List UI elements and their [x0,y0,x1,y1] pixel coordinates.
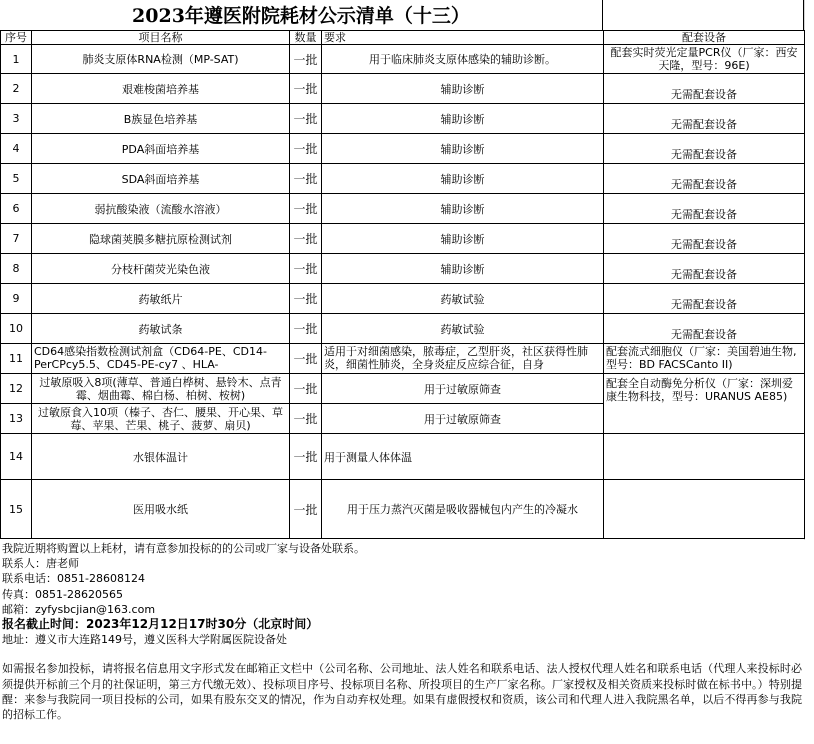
cell-no[interactable]: 8 [1,254,32,284]
footer-email: 邮箱：zyfysbcjian@163.com [2,602,156,616]
cell-qty[interactable]: 一批 [290,194,322,224]
cell-no[interactable]: 14 [1,434,32,480]
table-row [1,344,805,374]
table-row [1,480,805,539]
cell-no[interactable]: 10 [1,314,32,344]
cell-qty[interactable]: 一批 [290,434,322,480]
table-row [1,374,805,404]
cell-equip[interactable]: 无需配套设备 [604,254,805,284]
table-row [1,224,805,254]
footer-deadline: 报名截止时间：2023年12月12日17时30分（北京时间） [2,617,319,632]
consumables-table [0,30,805,539]
page-title: 2023年遵医附院耗材公示清单（十三） [0,0,603,30]
cell-no[interactable]: 4 [1,134,32,164]
cell-name-text: CD64感染指数检测试剂盒（CD64-PE、CD14-PerCPcy5.5、CD45-PE-cy7 、HLA- [34,345,267,371]
cell-equip[interactable]: 无需配套设备 [604,194,805,224]
cell-no[interactable]: 7 [1,224,32,254]
table-row [1,194,805,224]
cell-req[interactable]: 药敏试验 [322,284,604,314]
cell-equip[interactable] [604,480,805,539]
cell-req[interactable]: 用于过敏原筛查 [322,374,604,404]
table-row [1,434,805,480]
table-row [1,104,805,134]
cell-name[interactable]: SDA斜面培养基 [32,164,290,194]
cell-name[interactable]: 艰难梭菌培养基 [32,74,290,104]
cell-name[interactable] [32,344,290,374]
cell-req[interactable]: 辅助诊断 [322,164,604,194]
cell-no[interactable]: 5 [1,164,32,194]
footer-spacer [2,647,802,661]
cell-qty[interactable]: 一批 [290,104,322,134]
cell-req[interactable]: 药敏试验 [322,314,604,344]
cell-name[interactable]: 肺炎支原体RNA检测（MP-SAT) [32,45,290,74]
title-cell-extension [603,0,804,30]
cell-req[interactable]: 用于压力蒸汽灭菌是吸收器械包内产生的冷凝水 [322,480,604,539]
table-row [1,254,805,284]
table-row [1,45,805,74]
cell-req[interactable]: 用于过敏原筛查 [322,404,604,434]
cell-equip[interactable]: 无需配套设备 [604,284,805,314]
footer-fax: 传真：0851-28620565 [2,587,123,601]
cell-name[interactable]: 医用吸水纸 [32,480,290,539]
cell-req-text: 适用于对细菌感染，脓毒症，乙型肝炎，社区获得性肺炎，细菌性肺炎，全身炎症反应综合征，自身 [324,345,588,371]
cell-qty[interactable]: 一批 [290,480,322,539]
cell-req[interactable] [322,344,604,374]
header-no[interactable]: 序号 [1,31,32,45]
footer-phone: 联系电话：0851-28608124 [2,572,145,586]
cell-no[interactable]: 11 [1,344,32,374]
cell-equip[interactable]: 无需配套设备 [604,164,805,194]
cell-req[interactable]: 辅助诊断 [322,134,604,164]
footer-address: 地址：遵义市大连路149号，遵义医科大学附属医院设备处 [2,633,287,647]
cell-equip[interactable]: 无需配套设备 [604,314,805,344]
cell-equip[interactable]: 配套流式细胞仪（厂家：美国碧迪生物,型号：BD FACSCanto II) [604,344,805,374]
cell-qty[interactable]: 一批 [290,74,322,104]
cell-req[interactable]: 辅助诊断 [322,224,604,254]
footer-notice: 如需报名参加投标，请将报名信息用文字形式发在邮箱正文栏中（公司名称、公司地址、法人姓名和联系电话、法人授权代理人姓名和联系电话（代理人来投标时必须提供开标前三个月的社保证明，第三方代缴无效）、投标项目序号、投标项目名称、所投项目的生产厂家名称。厂家授权及相关资质来投标时做在标书中。）特别提醒：来参与我院同一项目投标的公司，如果有股东交叉的情况，作为自动弃权处理。如果有虚假授权和资质，该公司和代理人进入我院黑名单，以后不得再参与我院的招标工作。 [2,662,802,722]
table-row [1,134,805,164]
table-row [1,164,805,194]
cell-name[interactable]: B族显色培养基 [32,104,290,134]
table-row [1,314,805,344]
table-header-row [1,31,805,45]
cell-req[interactable]: 辅助诊断 [322,74,604,104]
cell-equip-text: 配套全自动酶免分析仪（厂家：深圳爱康生物科技，型号：URANUS AE85) [606,377,793,403]
cell-name[interactable]: 过敏原吸入8项(薄草、普通白桦树、悬铃木、点青霉、烟曲霉、棉白杨、柏树、桉树) [32,374,290,404]
cell-req[interactable]: 用于临床肺炎支原体感染的辅助诊断。 [322,45,604,74]
cell-qty[interactable]: 一批 [290,164,322,194]
cell-no[interactable]: 12 [1,374,32,404]
header-req[interactable]: 要求 [322,31,604,45]
cell-req[interactable]: 辅助诊断 [322,194,604,224]
cell-req[interactable]: 用于测量人体体温 [322,434,604,480]
cell-equip[interactable]: 无需配套设备 [604,104,805,134]
cell-name[interactable]: 分枝杆菌荧光染色液 [32,254,290,284]
cell-qty[interactable]: 一批 [290,254,322,284]
cell-equip[interactable]: 无需配套设备 [604,74,805,104]
cell-no[interactable]: 6 [1,194,32,224]
cell-no[interactable]: 2 [1,74,32,104]
cell-name[interactable]: 过敏原食入10项（榛子、杏仁、腰果、开心果、草莓、苹果、芒果、桃子、菠萝、扇贝) [32,404,290,434]
cell-equip[interactable] [604,434,805,480]
cell-no[interactable]: 3 [1,104,32,134]
table-row [1,74,805,104]
cell-name[interactable]: PDA斜面培养基 [32,134,290,164]
cell-qty[interactable]: 一批 [290,45,322,74]
cell-qty[interactable]: 一批 [290,404,322,434]
footer-intro: 我院近期将购置以上耗材，请有意参加投标的的公司或厂家与设备处联系。 [2,542,365,555]
cell-no[interactable]: 1 [1,45,32,74]
cell-name[interactable]: 水银体温计 [32,434,290,480]
header-qty[interactable]: 数量 [290,31,322,45]
cell-qty[interactable]: 一批 [290,224,322,254]
cell-qty[interactable]: 一批 [290,344,322,374]
cell-qty[interactable]: 一批 [290,284,322,314]
cell-req[interactable]: 辅助诊断 [322,104,604,134]
cell-equip[interactable]: 无需配套设备 [604,134,805,164]
header-equip[interactable]: 配套设备 [604,31,805,45]
cell-equip[interactable]: 无需配套设备 [604,224,805,254]
cell-req[interactable]: 辅助诊断 [322,254,604,284]
footer-contact: 联系人：唐老师 [2,557,79,571]
cell-equip[interactable]: 配套实时荧光定量PCR仪（厂家：西安天隆，型号：96E) [604,45,805,74]
cell-no[interactable]: 13 [1,404,32,434]
cell-name[interactable]: 药敏纸片 [32,284,290,314]
cell-no[interactable]: 15 [1,480,32,539]
header-name[interactable]: 项目名称 [32,31,290,45]
cell-qty[interactable]: 一批 [290,374,322,404]
cell-qty[interactable]: 一批 [290,314,322,344]
cell-name[interactable]: 弱抗酸染液（流酸水溶液） [32,194,290,224]
cell-qty[interactable]: 一批 [290,134,322,164]
cell-name[interactable]: 药敏试条 [32,314,290,344]
table-row [1,284,805,314]
worksheet-gridline [804,0,814,540]
cell-name[interactable]: 隐球菌荚膜多糖抗原检测试剂 [32,224,290,254]
cell-no[interactable]: 9 [1,284,32,314]
cell-equip[interactable] [604,374,805,434]
notice-footer [2,541,802,722]
